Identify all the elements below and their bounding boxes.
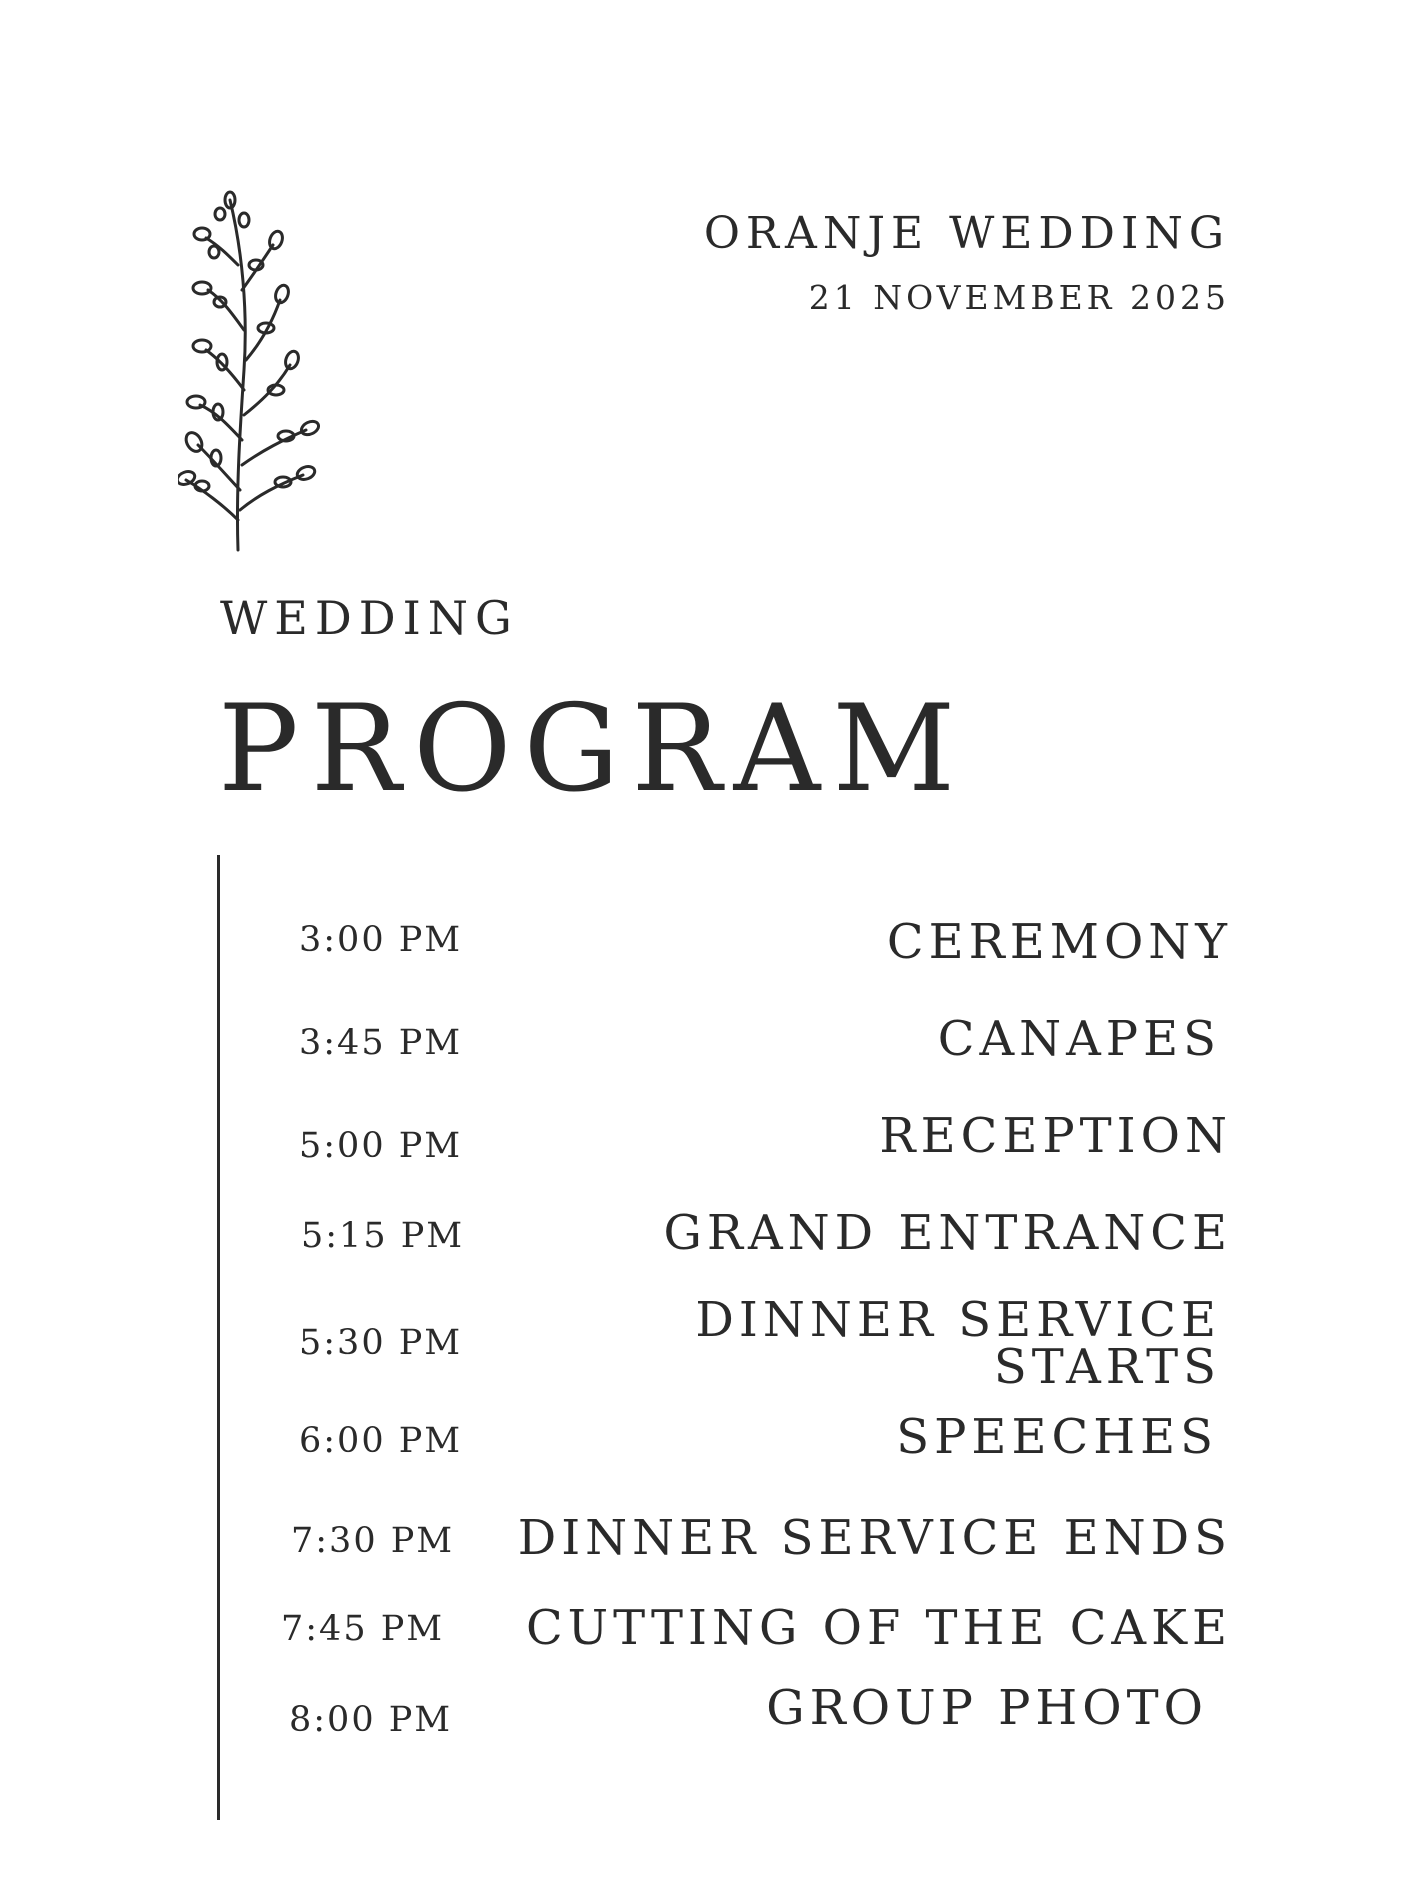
title-small: WEDDING: [220, 591, 519, 645]
schedule-event: CANAPES: [937, 1011, 1221, 1067]
wedding-name: ORANJE WEDDING: [703, 208, 1230, 259]
schedule-time: 8:00 PM: [289, 1700, 453, 1740]
schedule-event: CEREMONY: [886, 914, 1232, 970]
schedule-time: 7:30 PM: [291, 1521, 455, 1561]
schedule-time: 7:45 PM: [281, 1609, 445, 1649]
schedule-event: DINNER SERVICE ENDS: [517, 1510, 1232, 1566]
wedding-date: 21 NOVEMBER 2025: [808, 278, 1230, 317]
schedule-event: GROUP PHOTO: [766, 1680, 1208, 1736]
schedule-time: 5:00 PM: [299, 1126, 463, 1166]
schedule-event: CUTTING OF THE CAKE: [525, 1600, 1232, 1656]
schedule-time: 3:00 PM: [299, 920, 463, 960]
schedule-event: GRAND ENTRANCE: [663, 1205, 1232, 1261]
schedule-time: 5:15 PM: [301, 1216, 465, 1256]
schedule-event: DINNER SERVICE STARTS: [695, 1292, 1221, 1395]
schedule-event: SPEECHES: [896, 1409, 1218, 1465]
schedule-time: 5:30 PM: [299, 1323, 463, 1363]
schedule-time: 3:45 PM: [299, 1023, 463, 1063]
schedule-time: 6:00 PM: [299, 1421, 463, 1461]
page-title: PROGRAM: [218, 680, 968, 819]
schedule-event: RECEPTION: [879, 1108, 1232, 1164]
